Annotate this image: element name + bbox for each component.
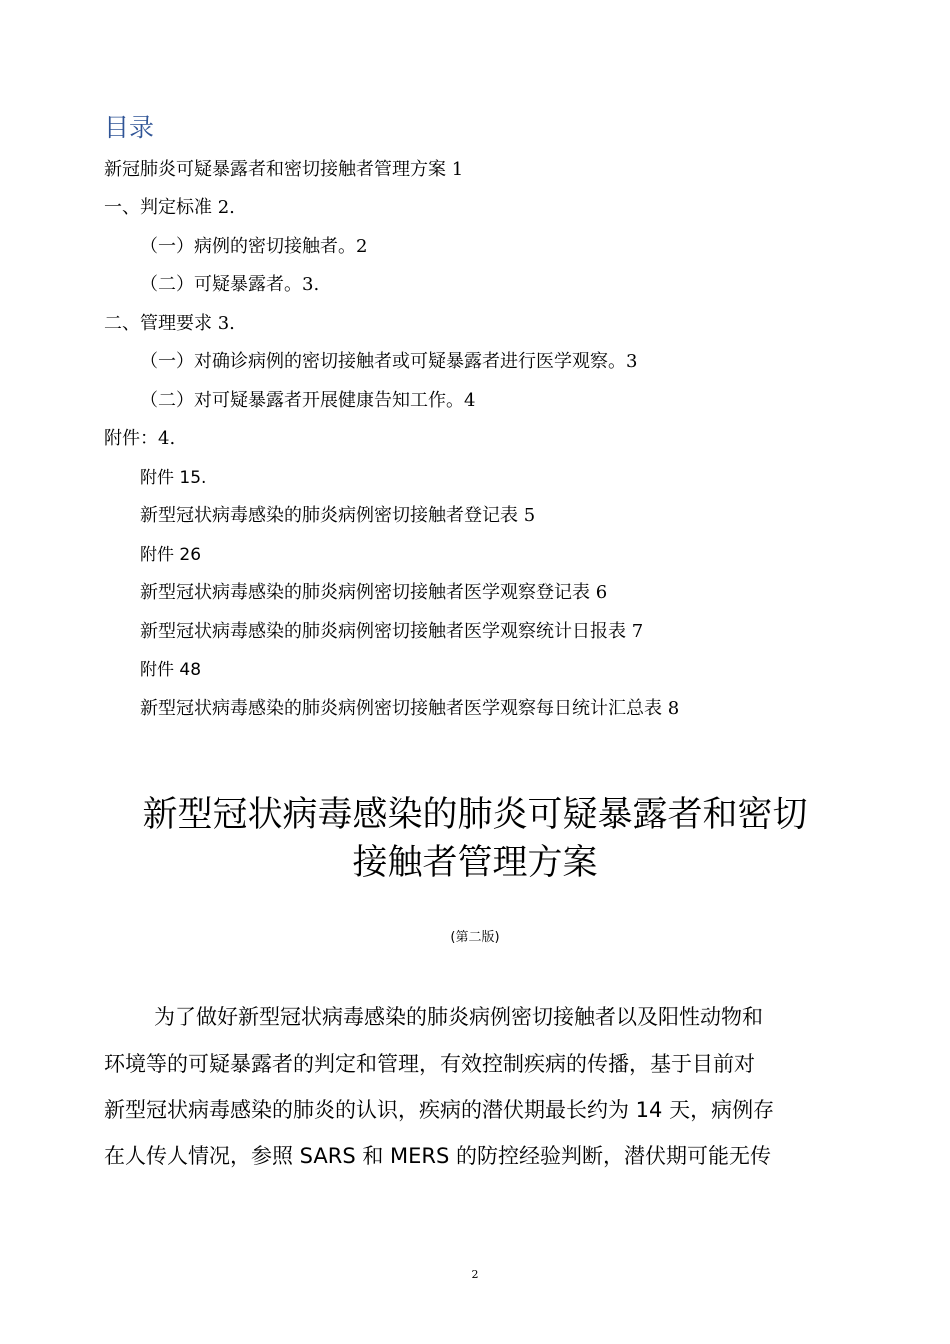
body-paragraph-line: 新型冠状病毒感染的肺炎的认识，疾病的潜伏期最长约为 14 天，病例存 — [104, 1098, 775, 1122]
toc-item[interactable]: 新冠肺炎可疑暴露者和密切接触者管理方案 1 — [104, 159, 464, 180]
document-title-line-2: 接触者管理方案 — [352, 843, 598, 883]
page-number: 2 — [471, 1268, 479, 1281]
body-paragraph-line: 在人传人情况，参照 SARS 和 MERS 的防控经验判断，潜伏期可能无传 — [104, 1144, 772, 1168]
edition-label: (第二版) — [450, 930, 500, 945]
body-paragraph-line: 为了做好新型冠状病毒感染的肺炎病例密切接触者以及阳性动物和 — [154, 1005, 763, 1029]
toc-item[interactable]: （二）对可疑暴露者开展健康告知工作。4 — [140, 390, 476, 411]
toc-heading: 目录 — [104, 113, 155, 142]
toc-item[interactable]: 附件 26 — [140, 545, 202, 565]
toc-item[interactable]: （二）可疑暴露者。3. — [140, 274, 320, 295]
toc-item[interactable]: （一）病例的密切接触者。2 — [140, 236, 368, 257]
document-title-line-1: 新型冠状病毒感染的肺炎可疑暴露者和密切 — [142, 795, 808, 835]
toc-item[interactable]: 附件 15. — [140, 468, 207, 488]
body-paragraph-line: 环境等的可疑暴露者的判定和管理，有效控制疾病的传播，基于目前对 — [104, 1052, 755, 1076]
toc-item[interactable]: 一、判定标准 2. — [104, 197, 235, 218]
toc-item[interactable]: 附件 48 — [140, 660, 202, 680]
toc-item[interactable]: （一）对确诊病例的密切接触者或可疑暴露者进行医学观察。3 — [140, 351, 638, 372]
toc-item[interactable]: 新型冠状病毒感染的肺炎病例密切接触者医学观察统计日报表 7 — [140, 621, 644, 642]
toc-item[interactable]: 新型冠状病毒感染的肺炎病例密切接触者医学观察登记表 6 — [140, 582, 608, 603]
toc-item[interactable]: 新型冠状病毒感染的肺炎病例密切接触者登记表 5 — [140, 505, 536, 526]
toc-item[interactable]: 新型冠状病毒感染的肺炎病例密切接触者医学观察每日统计汇总表 8 — [140, 698, 680, 719]
toc-item[interactable]: 附件：4. — [104, 428, 176, 449]
toc-item[interactable]: 二、管理要求 3. — [104, 313, 235, 334]
